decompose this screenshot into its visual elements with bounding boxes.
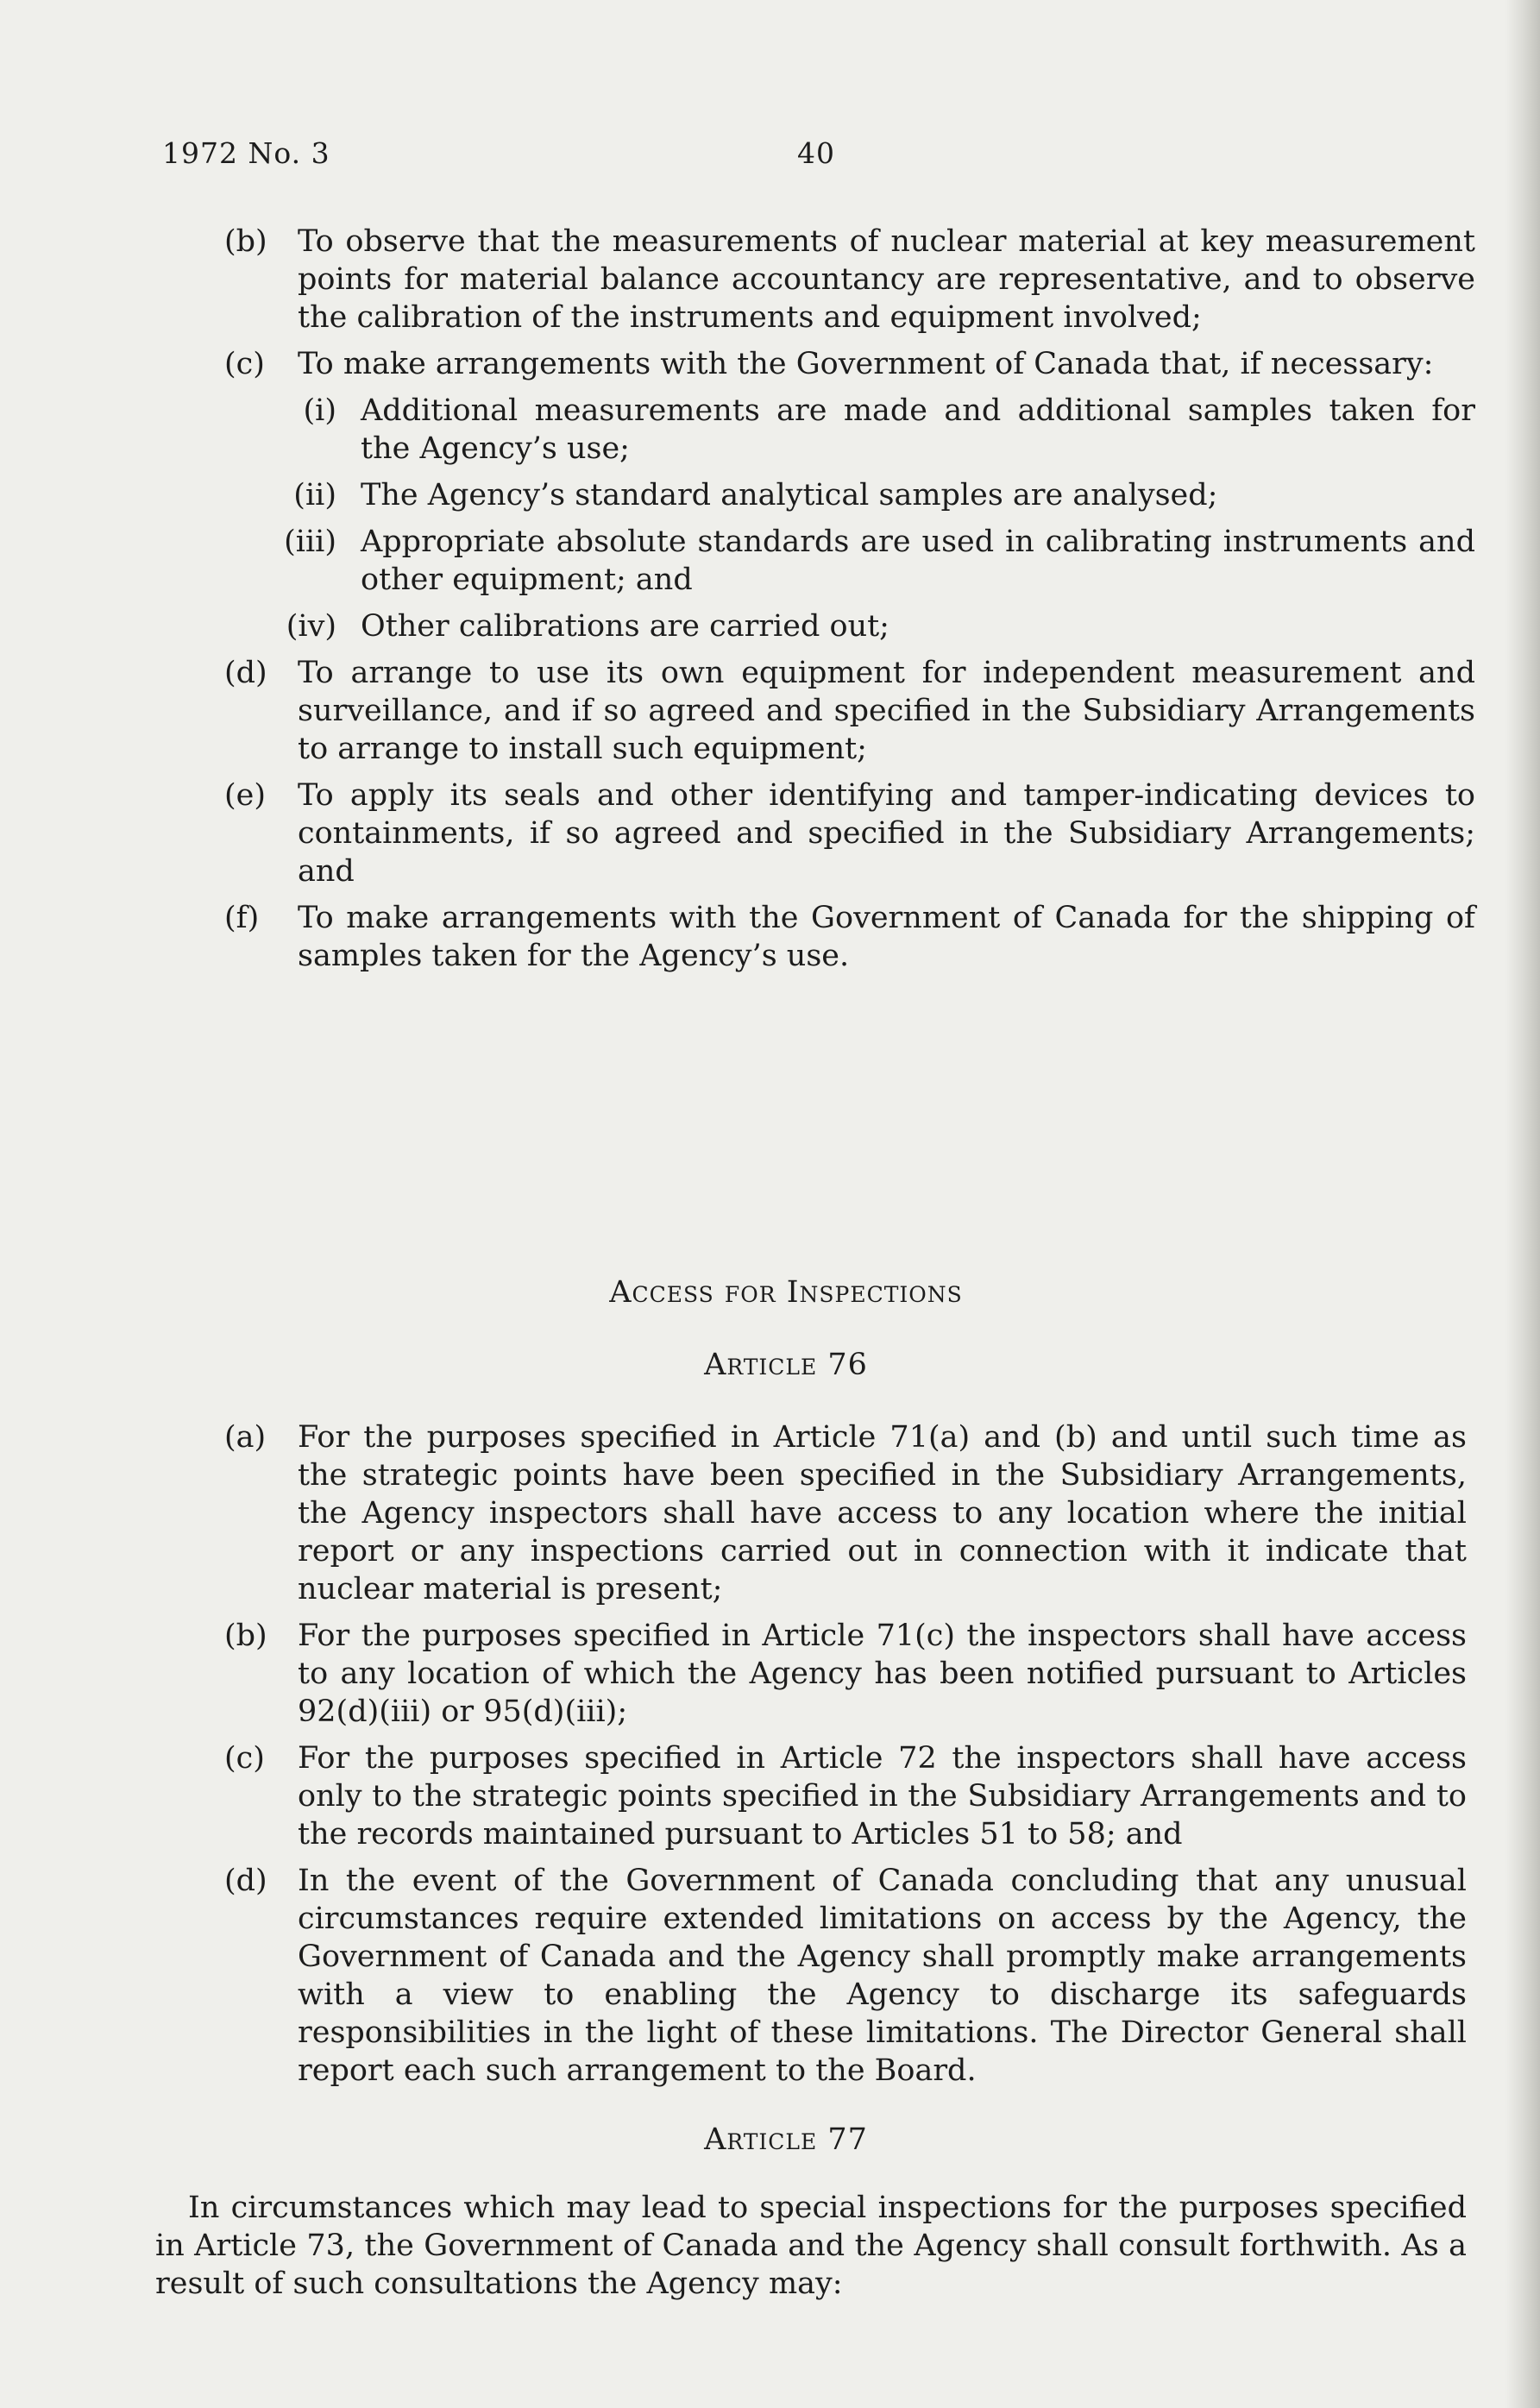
list-item — [226, 654, 1475, 768]
list-item — [226, 1739, 1467, 1853]
item-text: To arrange to use its own equipment for independent measurement and surveillance, and if so agreed and specified in the Subsidiary Arrangements to arrange to install such equipment; — [298, 656, 1475, 766]
item-label: (a) — [224, 1420, 267, 1455]
list-item — [226, 1418, 1467, 1608]
article-77-text: In circumstances which may lead to special inspections for the purposes specified in Article 73, the Government of Canada and the Agency shall consult forthwith. As a result of such consultations the Agency may: — [155, 2191, 1467, 2301]
list-item — [226, 1862, 1467, 2090]
article-75-continuation — [226, 223, 1475, 984]
sub-list-item — [226, 476, 1475, 514]
item-text: For the purposes specified in Article 71(c) the inspectors shall have access to any location of which the Agency has been notified pursuant to Articles 92(d)(iii) or 95(d)(iii); — [298, 1619, 1467, 1729]
subitem-label: (ii) — [293, 478, 336, 512]
page-edge-shadow — [1505, 0, 1540, 2408]
subitem-text: The Agency’s standard analytical samples are analysed; — [361, 478, 1218, 512]
item-label: (f) — [224, 901, 260, 935]
sub-list-item — [226, 392, 1475, 468]
item-label: (d) — [224, 1864, 267, 1898]
item-label: (c) — [224, 347, 265, 381]
page-number: 40 — [797, 136, 835, 170]
subitem-text: Additional measurements are made and additional samples taken for the Agency’s use; — [361, 393, 1475, 466]
list-item — [226, 345, 1475, 383]
item-text: To make arrangements with the Government of Canada for the shipping of samples taken for the Agency’s use. — [298, 901, 1475, 973]
header-statute-ref: 1972 No. 3 — [162, 136, 330, 170]
item-text: For the purposes specified in Article 71(a) and (b) and until such time as the strategic points have been specified in the Subsidiary Arrangements, the Agency inspectors shall have access to any location where the initial report or any inspections carried out in connection with it indicate that nuclear material is present; — [298, 1420, 1467, 1606]
list-item — [226, 776, 1475, 890]
item-label: (d) — [224, 656, 267, 690]
list-item — [226, 899, 1475, 975]
sub-list-item — [226, 607, 1475, 645]
list-item — [226, 1617, 1467, 1731]
section-heading: Access for Inspections — [609, 1275, 963, 1310]
subitem-label: (iii) — [284, 525, 336, 559]
article-77-heading: Article 77 — [704, 2122, 868, 2157]
subitem-text: Other calibrations are carried out; — [361, 609, 889, 644]
subitem-text: Appropriate absolute standards are used in calibrating instruments and other equipment; and — [361, 525, 1475, 597]
list-item — [226, 223, 1475, 336]
subitem-label: (iv) — [286, 609, 336, 644]
item-label: (b) — [224, 224, 267, 259]
article-76-heading: Article 76 — [704, 1348, 868, 1382]
subitem-label: (i) — [303, 393, 336, 428]
item-label: (c) — [224, 1741, 265, 1776]
item-text: To observe that the measurements of nuclear material at key measurement points for material balance accountancy are representative, and to observe the calibration of the instruments and equipment involved; — [298, 224, 1475, 335]
article-76-body — [226, 1418, 1467, 2098]
item-text: In the event of the Government of Canada concluding that any unusual circumstances require extended limitations on access by the Agency, the Government of Canada and the Agency shall promptly make arrangements with a view to enabling the Agency to discharge its safeguards responsibilities in the light of these limitations. The Director General shall report each such arrangement to the Board. — [298, 1864, 1467, 2088]
item-label: (b) — [224, 1619, 267, 1653]
item-text: For the purposes specified in Article 72 the inspectors shall have access only to the strategic points specified in the Subsidiary Arrangements and to the records maintained pursuant to Articles 51 to 58; and — [298, 1741, 1467, 1852]
item-text: To make arrangements with the Government of Canada that, if necessary: — [298, 347, 1434, 381]
sub-list-item — [226, 523, 1475, 599]
item-text: To apply its seals and other identifying and tamper-indicating devices to containments, if so agreed and specified in the Subsidiary Arrangements; and — [298, 778, 1475, 889]
item-label: (e) — [224, 778, 267, 813]
